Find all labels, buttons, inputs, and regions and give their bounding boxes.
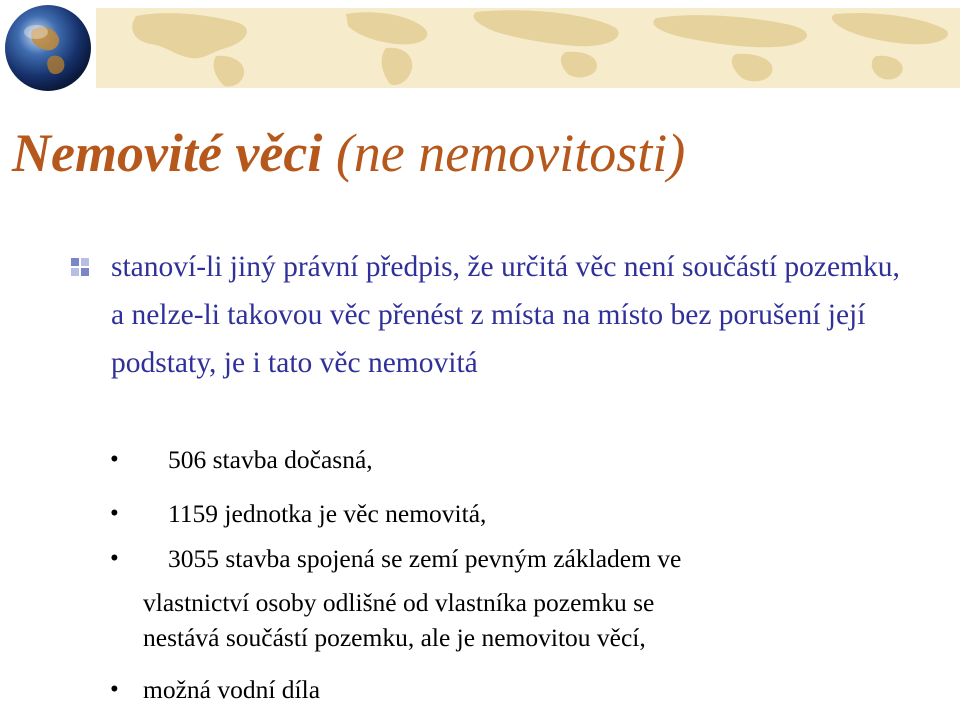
sub-bullet-506: 506 stavba dočasná,: [168, 445, 373, 474]
bullet-dot: •: [110, 446, 119, 473]
bullet-dot: •: [110, 676, 119, 703]
bullet-dot: •: [110, 545, 119, 572]
sub-bullet-vodni-dila: možná vodní díla: [143, 675, 321, 704]
header-map-banner: [96, 8, 960, 88]
slide-title: [12, 122, 685, 184]
square-grid-icon: [70, 257, 90, 277]
sub-bullet-3055-line2: vlastnictví osoby odlišné od vlastníka pozemku se: [143, 588, 655, 617]
title-sub: (ne nemovitosti): [335, 123, 686, 183]
bullet-dot: •: [110, 500, 119, 527]
sub-bullet-3055-line1: 3055 stavba spojená se zemí pevným základem ve: [168, 544, 682, 573]
sub-bullet-1159: 1159 jednotka je věc nemovitá,: [168, 499, 487, 528]
main-bullet-text: stanoví-li jiný právní předpis, že určitá věc není součástí pozemku, a nelze-li takovou věc přenést z místa na místo bez porušení její podstaty, je i tato věc nemovitá: [111, 251, 900, 379]
globe-icon: [2, 2, 94, 94]
world-map-graphic: [96, 8, 960, 88]
title-main: Nemovité věci: [12, 123, 323, 183]
sub-bullet-3055-line3: nestává součástí pozemku, ale je nemovitou věcí,: [143, 623, 646, 652]
